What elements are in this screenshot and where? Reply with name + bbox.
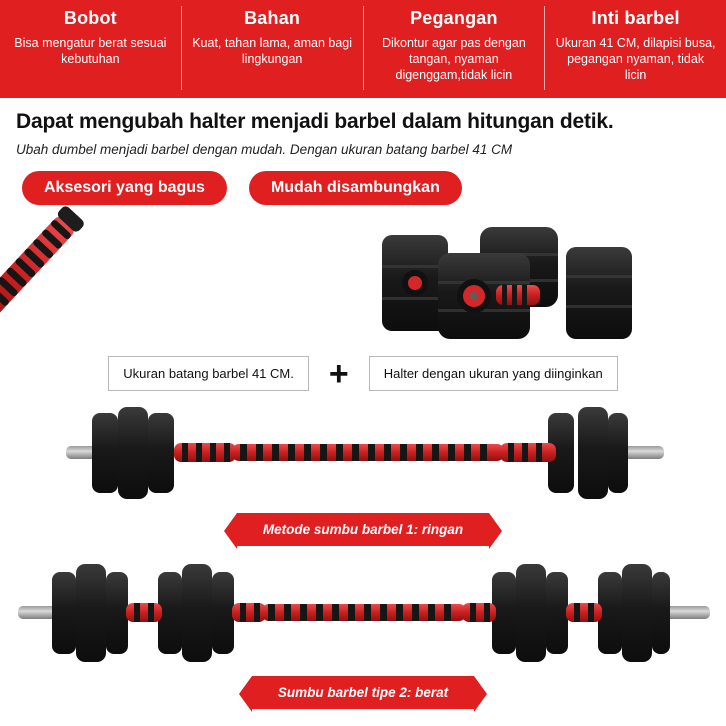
ribbon-row-1 [0, 513, 726, 546]
ribbon-metode-2: Sumbu barbel tipe 2: berat [252, 676, 474, 709]
feature-desc: Dikontur agar pas dengan tangan, nyaman digenggam,tidak licin [381, 36, 526, 82]
feature-item-pegangan [363, 6, 545, 90]
barbell-bar [0, 205, 86, 348]
feature-title: Bahan [244, 8, 301, 28]
page-subtitle: Ubah dumbel menjadi barbel dengan mudah. Dengan ukuran batang barbel 41 CM [16, 142, 513, 157]
badge-aksesori: Aksesori yang bagus [22, 171, 227, 205]
plus-sign: + [328, 354, 349, 393]
feature-title: Bobot [63, 8, 117, 28]
assembled-barbell-heavy [0, 554, 726, 672]
feature-desc: Kuat, tahan lama, aman bagi lingkungan [192, 36, 353, 66]
feature-item-bobot [0, 6, 181, 90]
caption-dumbbell-size: Halter dengan ukuran yang diinginkan [369, 356, 618, 391]
caption-bar-size: Ukuran batang barbel 41 CM. [108, 356, 309, 391]
feature-desc: Bisa mengatur berat sesuai kebutuhan [14, 36, 167, 66]
feature-title: Pegangan [410, 8, 498, 28]
feature-title: Inti barbel [591, 8, 680, 28]
assembled-barbell-light [0, 401, 726, 507]
ribbon-metode-1: Metode sumbu barbel 1: ringan [237, 513, 489, 546]
ribbon-row-2 [0, 676, 726, 709]
feature-item-inti-barbel [544, 6, 726, 90]
feature-item-bahan [181, 6, 363, 90]
headline-block [0, 98, 726, 157]
product-row-bar-and-plates [0, 205, 726, 350]
badge-mudah-disambungkan: Mudah disambungkan [249, 171, 462, 205]
product-stage [0, 205, 726, 709]
weight-plates-group [382, 227, 632, 339]
caption-row [0, 350, 726, 391]
page-title: Dapat mengubah halter menjadi barbel dalam hitungan detik. [16, 110, 614, 133]
feature-desc: Ukuran 41 CM, dilapisi busa, pegangan nyaman, tidak licin [555, 36, 716, 82]
badge-row [0, 157, 726, 205]
feature-bar [0, 0, 726, 98]
